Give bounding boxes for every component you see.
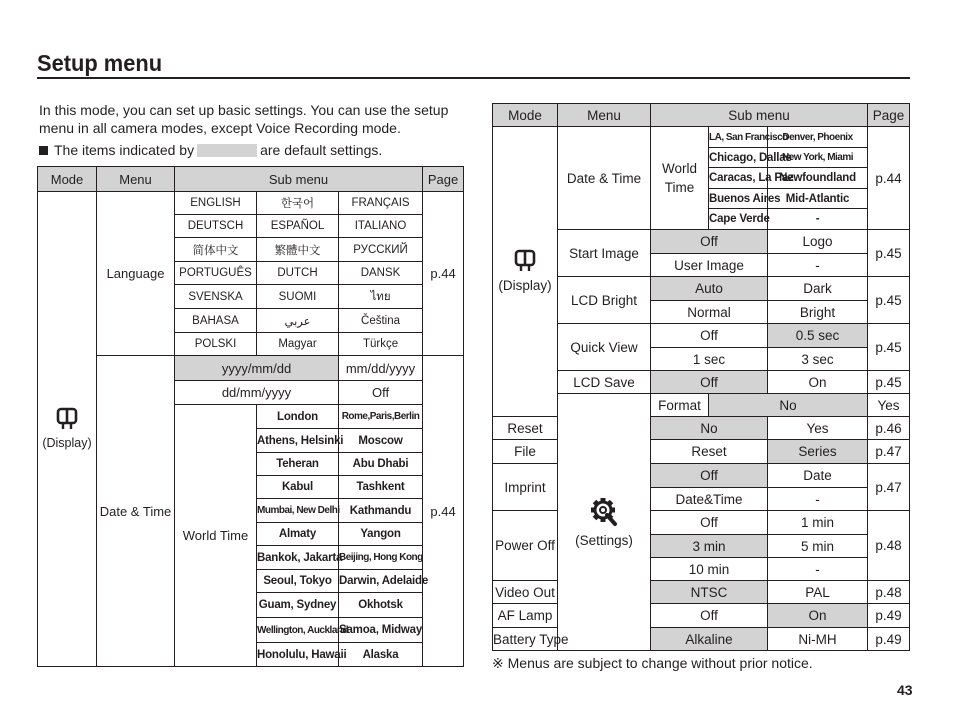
world-time-label: World Time — [175, 405, 257, 667]
option-cell: - — [768, 254, 868, 277]
intro-text: In this mode, you can set up basic settings. You can use the setup menu in all camera modes, except Voice Recording mode. — [39, 102, 449, 136]
city-option: Teheran — [257, 453, 339, 476]
page-number: 43 — [897, 682, 913, 698]
page-ref: p.44 — [868, 127, 910, 230]
language-option: РУССКИЙ — [339, 238, 423, 262]
header-mode: Mode — [493, 104, 558, 127]
note-after: are default settings. — [260, 142, 383, 158]
date-format-option: Off — [339, 381, 423, 405]
option-cell: Yes — [868, 394, 910, 417]
note-before: The items indicated by — [54, 142, 195, 158]
table-header-row — [493, 104, 910, 127]
bullet-square-icon — [39, 146, 48, 155]
display-icon — [515, 250, 535, 272]
language-option: ITALIANO — [339, 215, 423, 238]
language-option: ESPAÑOL — [257, 215, 339, 238]
page-ref: p.44 — [423, 356, 464, 667]
city-option: - — [768, 209, 868, 230]
default-note — [39, 142, 382, 158]
option-cell: 1 sec — [651, 348, 768, 371]
page-ref: p.47 — [868, 440, 910, 464]
default-swatch — [197, 144, 257, 157]
menu-quick-view: Quick View — [558, 324, 651, 371]
city-option: Newfoundland — [768, 168, 868, 189]
option-cell: Bright — [768, 301, 868, 324]
menu-video-out: Video Out — [493, 581, 558, 604]
date-format-option: yyyy/mm/dd — [175, 356, 339, 381]
world-time-label: World Time — [651, 127, 709, 230]
menu-battery-type: Battery Type — [493, 628, 558, 651]
mode-cell-display — [38, 192, 97, 667]
mode-cell-settings — [558, 394, 651, 651]
date-format-option: mm/dd/yyyy — [339, 356, 423, 381]
language-option: POLSKI — [175, 333, 257, 356]
city-option: LA, San Francisco — [709, 127, 768, 148]
city-option: Okhotsk — [339, 593, 423, 618]
city-option: Kathmandu — [339, 499, 423, 523]
page-ref: p.45 — [868, 277, 910, 324]
option-cell: NTSC — [651, 581, 768, 604]
page-title: Setup menu — [37, 50, 163, 76]
page-ref: p.48 — [868, 581, 910, 604]
footnote: ※ Menus are subject to change without prior notice. — [492, 655, 813, 671]
mode-label: (Display) — [498, 278, 552, 293]
table-row — [493, 417, 910, 440]
page-ref: p.47 — [868, 464, 910, 511]
option-cell: Logo — [768, 230, 868, 254]
page-ref: p.49 — [868, 604, 910, 628]
option-cell: No — [651, 417, 768, 440]
city-option: Samoa, Midway — [339, 618, 423, 643]
city-option: Athens, Helsinki — [257, 429, 339, 453]
city-option: Alaska — [339, 643, 423, 667]
table-row — [38, 356, 464, 381]
page-ref: p.46 — [868, 417, 910, 440]
date-format-option: dd/mm/yyyy — [175, 381, 339, 405]
city-option: Cape Verde — [709, 209, 768, 230]
city-option: Darwin, Adelaide — [339, 570, 423, 593]
option-cell: 3 sec — [768, 348, 868, 371]
menu-start-image: Start Image — [558, 230, 651, 277]
option-cell: Off — [651, 604, 768, 628]
city-option: Yangon — [339, 523, 423, 546]
city-option: Tashkent — [339, 476, 423, 499]
page-ref: p.45 — [868, 371, 910, 394]
table-header-row — [38, 167, 464, 192]
city-option: Bankok, Jakarta — [257, 546, 339, 570]
page-ref: p.44 — [423, 192, 464, 356]
title-divider — [37, 77, 910, 79]
option-cell: Date&Time — [651, 488, 768, 511]
city-option: Guam, Sydney — [257, 593, 339, 618]
language-option: PORTUGUÊS — [175, 262, 257, 285]
mode-label: (Display) — [42, 436, 92, 450]
city-option: Seoul, Tokyo — [257, 570, 339, 593]
language-option: عربي — [257, 309, 339, 333]
option-cell: On — [768, 371, 868, 394]
mode-cell-display — [493, 127, 558, 417]
city-option: Abu Dhabi — [339, 453, 423, 476]
option-cell: User Image — [651, 254, 768, 277]
language-option: ไทย — [339, 285, 423, 309]
city-option: Beijing, Hong Kong — [339, 546, 423, 570]
menu-af-lamp: AF Lamp — [493, 604, 558, 628]
header-sub-menu: Sub menu — [175, 167, 423, 192]
header-menu: Menu — [558, 104, 651, 127]
page-ref: p.49 — [868, 628, 910, 651]
city-option: Rome,Paris,Berlin — [339, 405, 423, 429]
table-row — [493, 604, 910, 628]
option-cell: 10 min — [651, 558, 768, 581]
language-option: FRANÇAIS — [339, 192, 423, 215]
language-option: DANSK — [339, 262, 423, 285]
city-option: London — [257, 405, 339, 429]
option-cell: 1 min — [768, 511, 868, 535]
menu-file: File — [493, 440, 558, 464]
city-option: New York, Miami — [768, 148, 868, 168]
left-setup-table — [37, 166, 464, 667]
option-cell: 0.5 sec — [768, 324, 868, 348]
language-option: Čeština — [339, 309, 423, 333]
option-cell: Off — [651, 464, 768, 488]
language-option: 한국어 — [257, 192, 339, 215]
option-cell: Yes — [768, 417, 868, 440]
menu-date-time: Date & Time — [558, 127, 651, 230]
menu-imprint: Imprint — [493, 464, 558, 511]
option-cell: Series — [768, 440, 868, 464]
option-cell: Off — [651, 230, 768, 254]
table-row — [493, 127, 910, 148]
header-page: Page — [423, 167, 464, 192]
city-option: Denver, Phoenix — [768, 127, 868, 148]
option-cell: Auto — [651, 277, 768, 301]
display-icon — [57, 408, 77, 430]
language-option: 繁體中文 — [257, 238, 339, 262]
option-cell: 3 min — [651, 535, 768, 558]
right-setup-table — [492, 103, 910, 651]
city-option: Almaty — [257, 523, 339, 546]
option-cell: PAL — [768, 581, 868, 604]
table-row — [493, 511, 910, 535]
menu-power-off: Power Off — [493, 511, 558, 581]
page-ref: p.45 — [868, 324, 910, 371]
option-cell: Alkaline — [651, 628, 768, 651]
table-row — [493, 628, 910, 651]
menu-date-time: Date & Time — [97, 356, 175, 667]
option-cell: Reset — [651, 440, 768, 464]
table-row — [493, 440, 910, 464]
page-ref: p.48 — [868, 511, 910, 581]
gear-icon — [589, 497, 619, 527]
option-cell: - — [768, 488, 868, 511]
language-option: SVENSKA — [175, 285, 257, 309]
language-option: 简体中文 — [175, 238, 257, 262]
header-page: Page — [868, 104, 910, 127]
option-cell: Off — [651, 371, 768, 394]
city-option: Honolulu, Hawaii — [257, 643, 339, 667]
menu-format: Format — [651, 394, 709, 417]
language-option: Türkçe — [339, 333, 423, 356]
option-cell: No — [709, 394, 868, 417]
menu-lcd-bright: LCD Bright — [558, 277, 651, 324]
language-option: DEUTSCH — [175, 215, 257, 238]
option-cell: Normal — [651, 301, 768, 324]
header-mode: Mode — [38, 167, 97, 192]
option-cell: - — [768, 558, 868, 581]
language-option: Magyar — [257, 333, 339, 356]
city-option: Moscow — [339, 429, 423, 453]
option-cell: On — [768, 604, 868, 628]
header-menu: Menu — [97, 167, 175, 192]
city-option: Mumbai, New Delhi — [257, 499, 339, 523]
city-option: Buenos Aires — [709, 189, 768, 209]
option-cell: Ni-MH — [768, 628, 868, 651]
city-option: Wellington, Auckland — [257, 618, 339, 643]
header-sub-menu: Sub menu — [651, 104, 868, 127]
page-ref: p.45 — [868, 230, 910, 277]
menu-reset: Reset — [493, 417, 558, 440]
city-option: Mid-Atlantic — [768, 189, 868, 209]
language-option: DUTCH — [257, 262, 339, 285]
option-cell: Off — [651, 324, 768, 348]
option-cell: 5 min — [768, 535, 868, 558]
option-cell: Date — [768, 464, 868, 488]
city-option: Caracas, La Paz — [709, 168, 768, 189]
option-cell: Off — [651, 511, 768, 535]
table-row — [38, 192, 464, 215]
table-row — [493, 581, 910, 604]
table-row — [493, 464, 910, 488]
mode-label: (Settings) — [575, 532, 633, 548]
city-option: Chicago, Dallas — [709, 148, 768, 168]
language-option: BAHASA — [175, 309, 257, 333]
language-option: ENGLISH — [175, 192, 257, 215]
city-option: Kabul — [257, 476, 339, 499]
menu-lcd-save: LCD Save — [558, 371, 651, 394]
menu-language: Language — [97, 192, 175, 356]
option-cell: Dark — [768, 277, 868, 301]
language-option: SUOMI — [257, 285, 339, 309]
